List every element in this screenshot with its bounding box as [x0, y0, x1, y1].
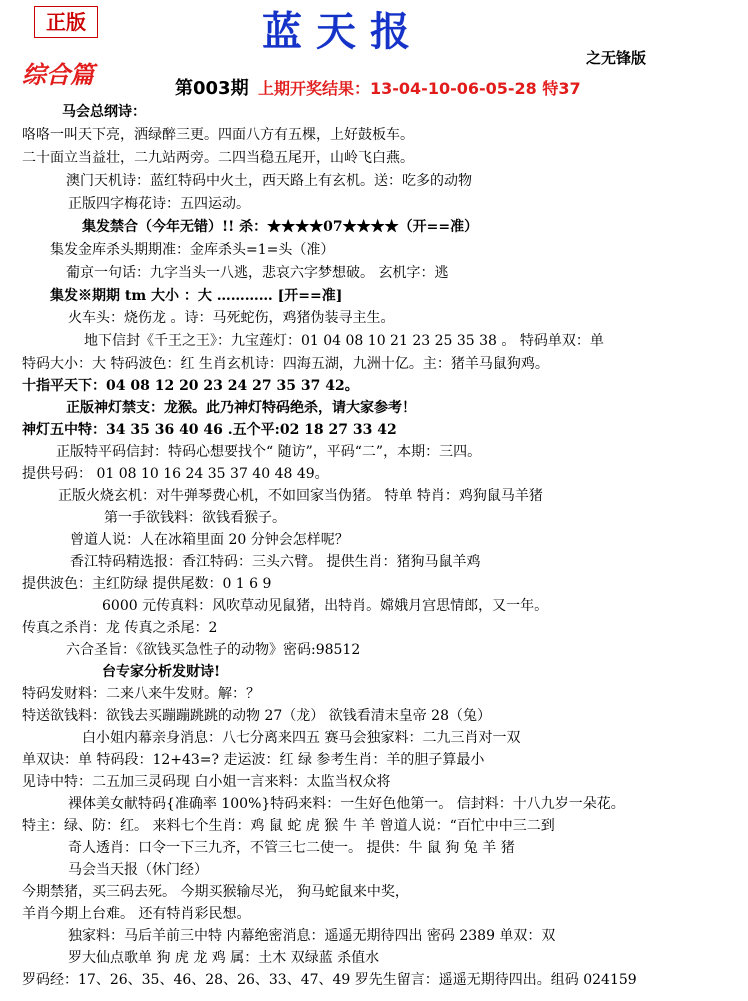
text-line: 台专家分析发财诗!: [102, 664, 221, 680]
text-line: 羊肖今期上台难。 还有特肖彩民想。: [22, 906, 251, 922]
text-line: 集发金库杀头期期准：金库杀头=1=头（准）: [50, 242, 335, 258]
text-line: 罗大仙点歌单 狗 虎 龙 鸡 属：土木 双绿蓝 杀值水: [68, 950, 380, 966]
text-line: 6000 元传真料：风吹草动见鼠猪，出特肖。嫦娥月宫思情郎，又一年。: [102, 598, 549, 614]
text-line: 咯咯一叫天下亮，洒绿醉三更。四面八方有五棵，上好鼓板车。: [22, 127, 414, 143]
page-title: 蓝天报: [262, 8, 424, 55]
text-line: 特主：绿、防：红。 来料七个生肖：鸡 鼠 蛇 虎 猴 牛 羊 曾道人说：“百忙中中三二到: [22, 818, 555, 834]
genuine-badge: 正版: [34, 6, 98, 38]
text-line: 神灯五中特：34 35 36 40 46 .五个平:02 18 27 33 42: [22, 422, 397, 438]
text-line: 今期禁猪，买三码去死。 今期买猴输尽光， 狗马蛇鼠来中奖，: [22, 884, 409, 900]
text-line: 提供波色：主红防绿 提供尾数：0 1 6 9: [22, 576, 272, 592]
text-line: 集发※期期 tm 大小 ：大 ………… [开==准]: [50, 288, 343, 304]
text-line: 香江特码精选报：香江特码：三头六臂。 提供生肖：猪狗马鼠羊鸡: [70, 554, 481, 570]
text-line: 第一手欲钱料：欲钱看猴子。: [104, 510, 286, 526]
text-line: 特码发财料：二来八来牛发财。解：？: [22, 686, 260, 702]
issue-number: 第003期: [175, 78, 249, 99]
text-line: 曾道人说：人在冰箱里面 20 分钟会怎样呢？: [70, 532, 349, 548]
text-line: 马会总纲诗：: [62, 104, 146, 120]
text-line: 葡京一句话：九字当头一八逃，悲哀六字梦想破。 玄机字：逃: [66, 265, 449, 281]
edition-label: 之无锋版: [586, 49, 647, 67]
text-line: 传真之杀肖：龙 传真之杀尾：2: [22, 620, 218, 636]
text-line: 提供号码： 01 08 10 16 24 35 37 40 48 49。: [22, 466, 329, 482]
text-line: 见诗中特：二五加三灵码现 白小姐一言来料：太监当权众将: [22, 774, 391, 790]
text-line: 白小姐内幕亲身消息：八七分离来四五 赛马会独家料：二九三肖对一双: [82, 730, 521, 746]
text-line: 地下信封《千王之王》：九宝莲灯：01 04 08 10 21 23 25 35 38 。 特码单双：单: [84, 333, 604, 349]
text-line: 集发禁合（今年无错）!! 杀：★★★★07★★★★（开==准）: [82, 219, 479, 235]
text-line: 澳门天机诗：蓝红特码中火土，西天路上有玄机。送：吃多的动物: [66, 173, 472, 189]
text-line: 裸体美女献特码{准确率 100%}特码来料：一生好色他第一。 信封料：十八九岁一朵花。: [68, 796, 625, 812]
text-line: 单双诀：单 特码段：12+43=? 走运波：红 绿 参考生肖：羊的胆子算最小: [22, 752, 485, 768]
section-title: 综合篇: [22, 60, 94, 89]
text-line: 马会当天报（休门经）: [68, 862, 208, 878]
text-line: 奇人透肖：口令一下三九齐，不管三七二使一。 提供：牛 鼠 狗 兔 羊 猪: [68, 840, 515, 856]
text-line: 二十面立当益壮，二九站两旁。二四当稳五尾开，山岭飞白燕。: [22, 150, 414, 166]
text-line: 特送欲钱料：欲钱去买蹦蹦跳跳的动物 27（龙） 欲钱看清末皇帝 28（兔）: [22, 708, 491, 724]
text-line: 正版火烧玄机：对牛弹琴费心机，不如回家当伪猪。 特单 特肖：鸡狗鼠马羊猪: [58, 488, 543, 504]
text-line: 正版特平码信封：特码心想要找个“ 随访”，平码“二”，本期：三四。: [56, 444, 482, 460]
text-line: 六合圣旨：《欲钱买急性子的动物》密码:98512: [66, 642, 361, 658]
text-line: 十指平天下：04 08 12 20 23 24 27 35 37 42。: [22, 378, 359, 394]
text-line: 火车头：烧伤龙 。诗：马死蛇伤，鸡猪伪装寻主生。: [68, 310, 395, 326]
text-line: 罗码经：17、26、35、46、28、26、33、47、49 罗先生留言：遥遥无期待四出。组码 024159: [22, 972, 637, 988]
text-line: 特码大小：大 特码波色：红 生肖玄机诗：四海五湖，九洲十亿。主：猪羊马鼠狗鸡。: [22, 356, 549, 372]
text-line: 正版四字梅花诗：五四运动。: [68, 196, 250, 212]
text-line: 独家料：马后羊前三中特 内幕绝密消息：遥遥无期待四出 密码 2389 单双：双: [68, 928, 556, 944]
last-results: 上期开奖结果：13-04-10-06-05-28 特37: [258, 79, 581, 98]
text-line: 正版神灯禁支：龙猴。此乃神灯特码绝杀，请大家参考！: [66, 400, 416, 416]
